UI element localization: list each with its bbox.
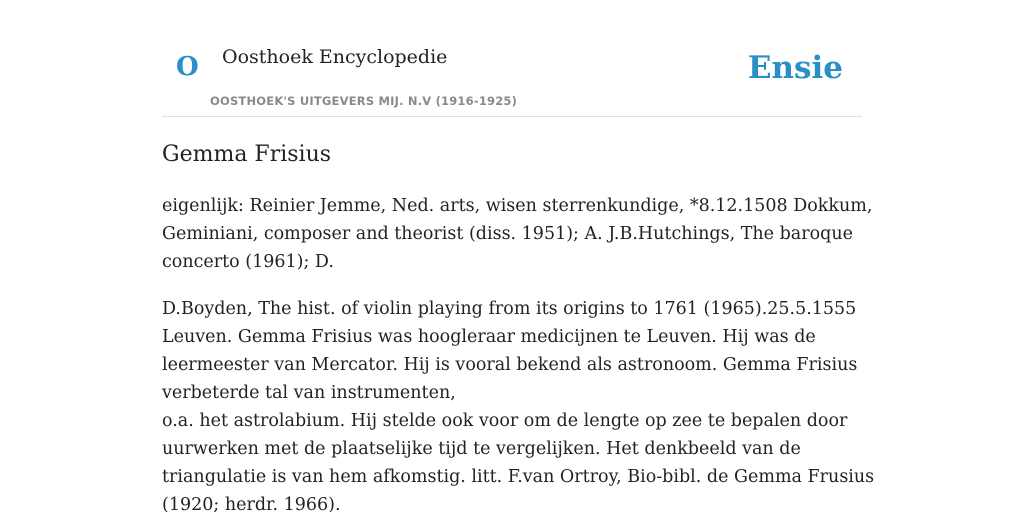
site-subtitle: OOSTHOEK'S UITGEVERS MIJ. N.V (1916-1925) bbox=[210, 94, 518, 108]
site-header bbox=[162, 0, 862, 117]
paragraph-line: leermeester van Mercator. Hij is vooral bekend als astronoom. Gemma Frisius bbox=[162, 355, 858, 375]
site-logo[interactable]: O bbox=[176, 52, 199, 82]
paragraph-line: eigenlijk: Reinier Jemme, Ned. arts, wisen sterrenkundige, *8.12.1508 Dokkum, bbox=[162, 196, 873, 216]
paragraph-line: triangulatie is van hem afkomstig. litt. F.van Ortroy, Bio-bibl. de Gemma Frusius bbox=[162, 467, 875, 487]
paragraph-line: uurwerken met de plaatselijke tijd te vergelijken. Het denkbeeld van de bbox=[162, 439, 801, 459]
article-paragraph-2 bbox=[162, 295, 875, 512]
paragraph-line: Geminiani, composer and theorist (diss. 1951); A. J.B.Hutchings, The baroque bbox=[162, 224, 853, 244]
article bbox=[162, 140, 875, 512]
article-paragraph-1 bbox=[162, 192, 873, 276]
paragraph-line: verbeterde tal van instrumenten, bbox=[162, 383, 456, 403]
ensie-home-link[interactable]: Ensie bbox=[747, 50, 843, 86]
paragraph-line: o.a. het astrolabium. Hij stelde ook voor om de lengte op zee te bepalen door bbox=[162, 411, 848, 431]
site-title: Oosthoek Encyclopedie bbox=[222, 46, 448, 68]
paragraph-line: Leuven. Gemma Frisius was hoogleraar medicijnen te Leuven. Hij was de bbox=[162, 327, 816, 347]
paragraph-line: concerto (1961); D. bbox=[162, 252, 334, 272]
paragraph-line: D.Boyden, The hist. of violin playing from its origins to 1761 (1965).25.5.1555 bbox=[162, 299, 857, 319]
article-title: Gemma Frisius bbox=[162, 142, 332, 167]
paragraph-line: (1920; herdr. 1966). bbox=[162, 495, 341, 512]
